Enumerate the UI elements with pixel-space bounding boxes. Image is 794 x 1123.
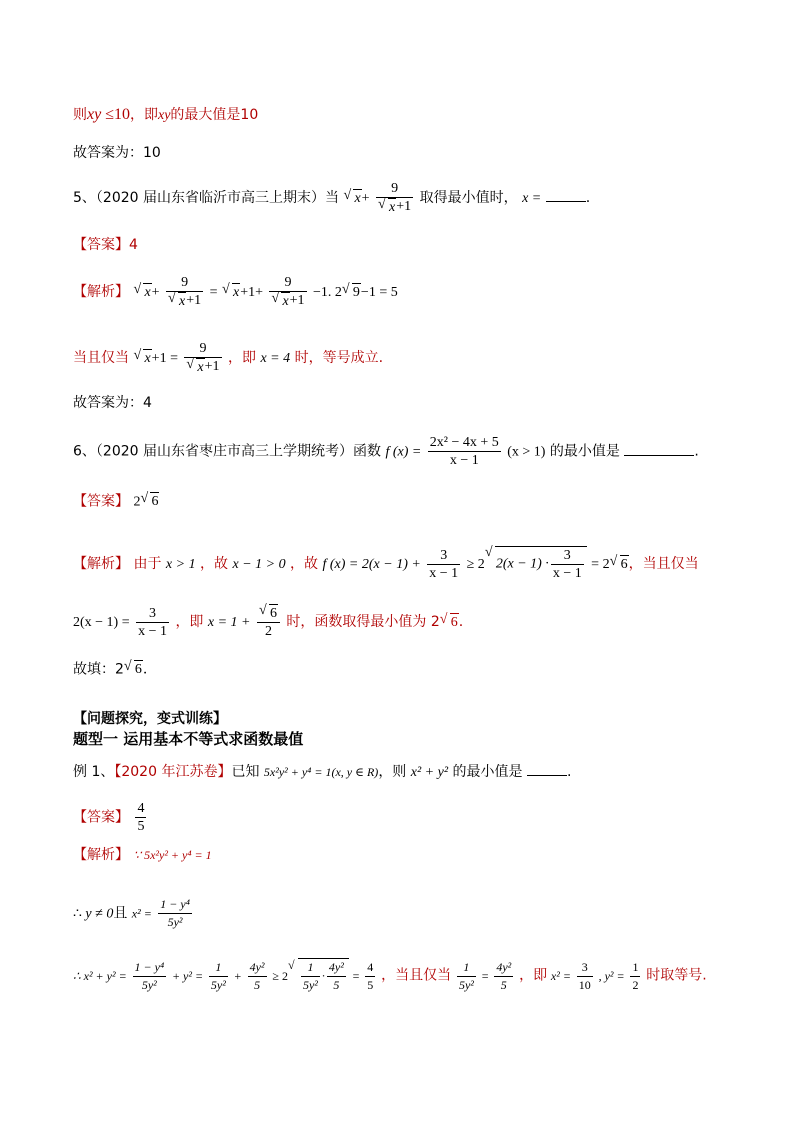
- text: 已知: [231, 764, 260, 780]
- math: ≥ 2: [466, 557, 485, 572]
- question-5: 5、（2020 届山东省临沂市高三上期末）当 √ x+ 9 √ x+1 取得最小值时， x = .: [73, 180, 590, 216]
- fraction: [551, 547, 584, 582]
- plus: +: [233, 968, 242, 983]
- answer-ex1: [73, 800, 148, 835]
- math: x² =: [550, 968, 571, 983]
- analysis-label: 【解析】: [73, 556, 129, 572]
- sqrt-six: [440, 613, 459, 632]
- text: 由于: [133, 556, 162, 572]
- analysis-5: [73, 274, 398, 310]
- dot-operator: ·: [321, 968, 325, 983]
- radicand: 9: [352, 284, 360, 300]
- denominator: 5: [333, 978, 340, 992]
- denominator: 2: [632, 977, 639, 992]
- numerator: 3: [427, 547, 460, 565]
- text: 的最大值是10: [170, 107, 259, 123]
- fraction: [166, 274, 203, 310]
- plus-one-plus: +1+: [240, 285, 263, 300]
- answer-blank: [527, 763, 567, 776]
- radicand: 6: [620, 556, 628, 572]
- fraction: [184, 340, 221, 376]
- denominator: 5y²: [302, 978, 318, 992]
- radicand: x: [144, 350, 151, 366]
- denominator: 10: [578, 977, 591, 992]
- fraction: [365, 959, 375, 994]
- text: 的最小值是: [452, 764, 523, 780]
- analysis-label: 【解析】: [73, 847, 129, 863]
- analysis-ex1: [73, 846, 212, 864]
- radicand: 6: [269, 606, 277, 621]
- answer-line-4: 故答案为：4: [73, 395, 152, 411]
- sqrt-expr: [133, 349, 151, 368]
- numerator: 9: [269, 274, 306, 292]
- denominator: 5y²: [167, 915, 183, 929]
- result: −1 = 5: [360, 285, 398, 300]
- numerator: 3: [136, 605, 169, 623]
- denominator: x − 1: [552, 566, 582, 581]
- math-x-eq: x = 4: [260, 351, 291, 366]
- answer-5: 【答案】4: [73, 237, 138, 253]
- math: x > 1: [165, 557, 196, 572]
- equals: =: [209, 285, 218, 300]
- denominator: x − 1: [449, 453, 479, 468]
- fraction: [158, 896, 192, 931]
- numerator: 9: [376, 180, 413, 198]
- coefficient: 2: [133, 494, 141, 510]
- fraction: [376, 180, 413, 216]
- math-equation: 5x²y² + y⁴ = 1(x, y ∈ R): [263, 765, 379, 779]
- step-1: [73, 896, 194, 931]
- plus: +: [361, 191, 370, 206]
- example-1: 例 1、【2020 年江苏卷】已知 5x²y² + y⁴ = 1(x, y ∈ R)，则 x² + y² 的最小值是 .: [73, 764, 572, 780]
- radicand: x: [197, 360, 204, 375]
- therefore: ∴: [73, 906, 86, 922]
- radicand: x: [179, 294, 186, 309]
- radicand: x: [282, 294, 289, 309]
- denominator: 5: [500, 977, 507, 992]
- question-text: 5、（2020 届山东省临沂市高三上期末）当: [73, 190, 339, 206]
- equals: +1 =: [151, 351, 178, 366]
- sqrt-nine: [342, 283, 361, 302]
- minus-one: −1. 2: [313, 285, 342, 300]
- text: ，即: [228, 350, 256, 366]
- denominator: 2: [264, 624, 272, 639]
- text: 则: [73, 107, 87, 123]
- solution-line-xy: [73, 106, 258, 125]
- denominator: 5: [137, 819, 145, 834]
- text: ，当且仅当: [628, 556, 699, 572]
- question-tail: 取得最小值时，: [419, 190, 518, 206]
- sqrt-product: [288, 958, 349, 994]
- sqrt-expr: [271, 292, 289, 310]
- sqrt-six: [259, 604, 278, 622]
- math-x-eq: x =: [522, 191, 542, 206]
- math-fx: f (x) =: [385, 444, 422, 460]
- fraction: [630, 959, 640, 994]
- numerator: 9: [166, 274, 203, 292]
- fraction: [494, 959, 513, 994]
- text: 当且仅当: [73, 350, 129, 366]
- answer-blank: [546, 189, 586, 202]
- text: 时，函数取得最小值为 2: [286, 614, 440, 630]
- denominator: 5: [254, 977, 261, 992]
- math: 2(x − 1) =: [73, 615, 130, 630]
- denominator: 5y²: [458, 977, 474, 992]
- question-text: 6、（2020 届山东省枣庄市高三上学期统考）函数: [73, 443, 381, 460]
- fraction: [427, 547, 460, 582]
- math: ∴ x² + y² =: [73, 968, 127, 983]
- sqrt-expr: [168, 292, 186, 310]
- numerator: 9: [184, 340, 221, 358]
- dot: .: [142, 661, 148, 678]
- numerator: 1: [209, 959, 228, 977]
- fraction: [428, 434, 501, 469]
- text: 且: [113, 905, 128, 922]
- radicand: 2(x − 1) ·: [495, 556, 549, 572]
- text: 时，等号成立.: [294, 350, 384, 366]
- text: 故填：2: [73, 661, 124, 678]
- numerator: 2x² − 4x + 5: [429, 435, 499, 450]
- math-xy: xy: [157, 108, 171, 123]
- fraction: [577, 959, 593, 994]
- analysis-6: [73, 546, 699, 582]
- sqrt-product: [485, 546, 587, 582]
- text: ，则: [378, 764, 407, 780]
- numerator: 1: [457, 959, 476, 977]
- sqrt-expr: [222, 283, 240, 302]
- radicand: 6: [134, 662, 142, 677]
- answer-line-10: 故答案为：10: [73, 145, 161, 161]
- fraction: [301, 959, 320, 994]
- ge-two: ≥ 2: [272, 968, 288, 983]
- equality-condition-5: [73, 340, 383, 376]
- plus: +: [151, 285, 160, 300]
- fraction: [269, 274, 306, 310]
- numerator: 1 − y⁴: [133, 959, 167, 977]
- fraction: [133, 959, 167, 994]
- text: ，故: [200, 556, 229, 572]
- math-le: ≤10: [101, 106, 130, 123]
- answer-label: 【答案】: [73, 493, 129, 510]
- text: ，即: [129, 107, 158, 123]
- denominator: 5y²: [141, 977, 157, 992]
- dot: .: [458, 614, 464, 630]
- den-plus: +1: [204, 359, 220, 375]
- answer-label: 【答案】: [73, 809, 129, 826]
- math: x = 1 +: [207, 615, 251, 630]
- denominator: 5y²: [210, 977, 226, 992]
- text: 时取等号.: [646, 967, 707, 984]
- den-plus: +1: [186, 293, 202, 309]
- radicand: x: [144, 284, 151, 300]
- answer-line-fill: [73, 660, 147, 679]
- numerator: 4y²: [327, 959, 346, 977]
- math-expression: x² + y²: [410, 765, 449, 780]
- numerator: 1: [630, 959, 640, 977]
- math: y ≠ 0: [85, 906, 114, 922]
- equals: =: [352, 968, 360, 983]
- numerator: √ 1: [301, 959, 320, 977]
- numerator: 4: [365, 959, 375, 977]
- analysis-label: 【解析】: [73, 284, 129, 300]
- math: , y² =: [598, 968, 625, 983]
- fraction: [248, 959, 267, 994]
- math: + y² =: [171, 968, 204, 983]
- fraction: [457, 959, 476, 994]
- sqrt-six: [124, 660, 143, 679]
- text: ，故: [290, 556, 319, 572]
- fraction: [209, 959, 228, 994]
- radicand: 6: [151, 494, 159, 509]
- text: ，当且仅当: [381, 967, 452, 984]
- fraction: [257, 604, 280, 640]
- answer-blank: [624, 443, 694, 456]
- denominator: 5: [367, 977, 374, 992]
- numerator: 4: [137, 801, 145, 816]
- den-plus: +1: [289, 293, 305, 309]
- example-label: 例 1、: [73, 764, 115, 780]
- text: ，即: [519, 967, 548, 984]
- math-xy: xy: [87, 106, 102, 123]
- question-tail: 的最小值是: [549, 443, 620, 460]
- fraction: [135, 800, 146, 835]
- sqrt-expr: [133, 283, 151, 302]
- numerator: 1 − y⁴: [158, 896, 192, 914]
- numerator: 4y²: [248, 959, 267, 977]
- denominator: x − 1: [138, 623, 167, 639]
- fraction: [136, 605, 169, 640]
- numerator: 3: [551, 547, 584, 565]
- answer-6: [73, 492, 159, 512]
- math: f (x) = 2(x − 1) +: [322, 557, 421, 572]
- math: x − 1 > 0: [232, 557, 286, 572]
- equals: =: [481, 968, 489, 983]
- text: ，即: [175, 614, 204, 630]
- condition: (x > 1): [507, 444, 546, 460]
- den-plus: +1: [396, 199, 412, 215]
- fraction: [327, 959, 346, 994]
- math: x² =: [131, 906, 152, 921]
- numerator: 4y²: [494, 959, 513, 977]
- section-heading: 【问题探究，变式训练】: [73, 711, 227, 727]
- sqrt-six: [610, 555, 629, 574]
- radicand: x: [232, 284, 240, 300]
- equality-condition-6: [73, 604, 463, 640]
- question-6: 6、（2020 届山东省枣庄市高三上学期统考）函数 f (x) = $\frac{\text{2x² − 4x + 5}}{x - 1}$ (x > 1) 的最小值是 .: [73, 435, 699, 468]
- radicand: x: [354, 190, 361, 206]
- example-source: 【2020 年江苏卷】: [114, 764, 232, 780]
- sqrt-expr: [378, 198, 396, 216]
- math: = 2: [591, 557, 610, 572]
- subsection-heading: 题型一 运用基本不等式求函数最值: [73, 730, 304, 748]
- numerator: 3: [577, 959, 593, 977]
- math-equation: ∵ 5x²y² + y⁴ = 1: [133, 848, 212, 862]
- sqrt-expr: [343, 189, 361, 208]
- sqrt-expr: [186, 358, 204, 376]
- step-2: [73, 958, 707, 994]
- radicand: 6: [450, 614, 458, 630]
- sqrt-six: [140, 492, 159, 511]
- radicand: x: [389, 200, 396, 215]
- denominator: x − 1: [429, 565, 459, 581]
